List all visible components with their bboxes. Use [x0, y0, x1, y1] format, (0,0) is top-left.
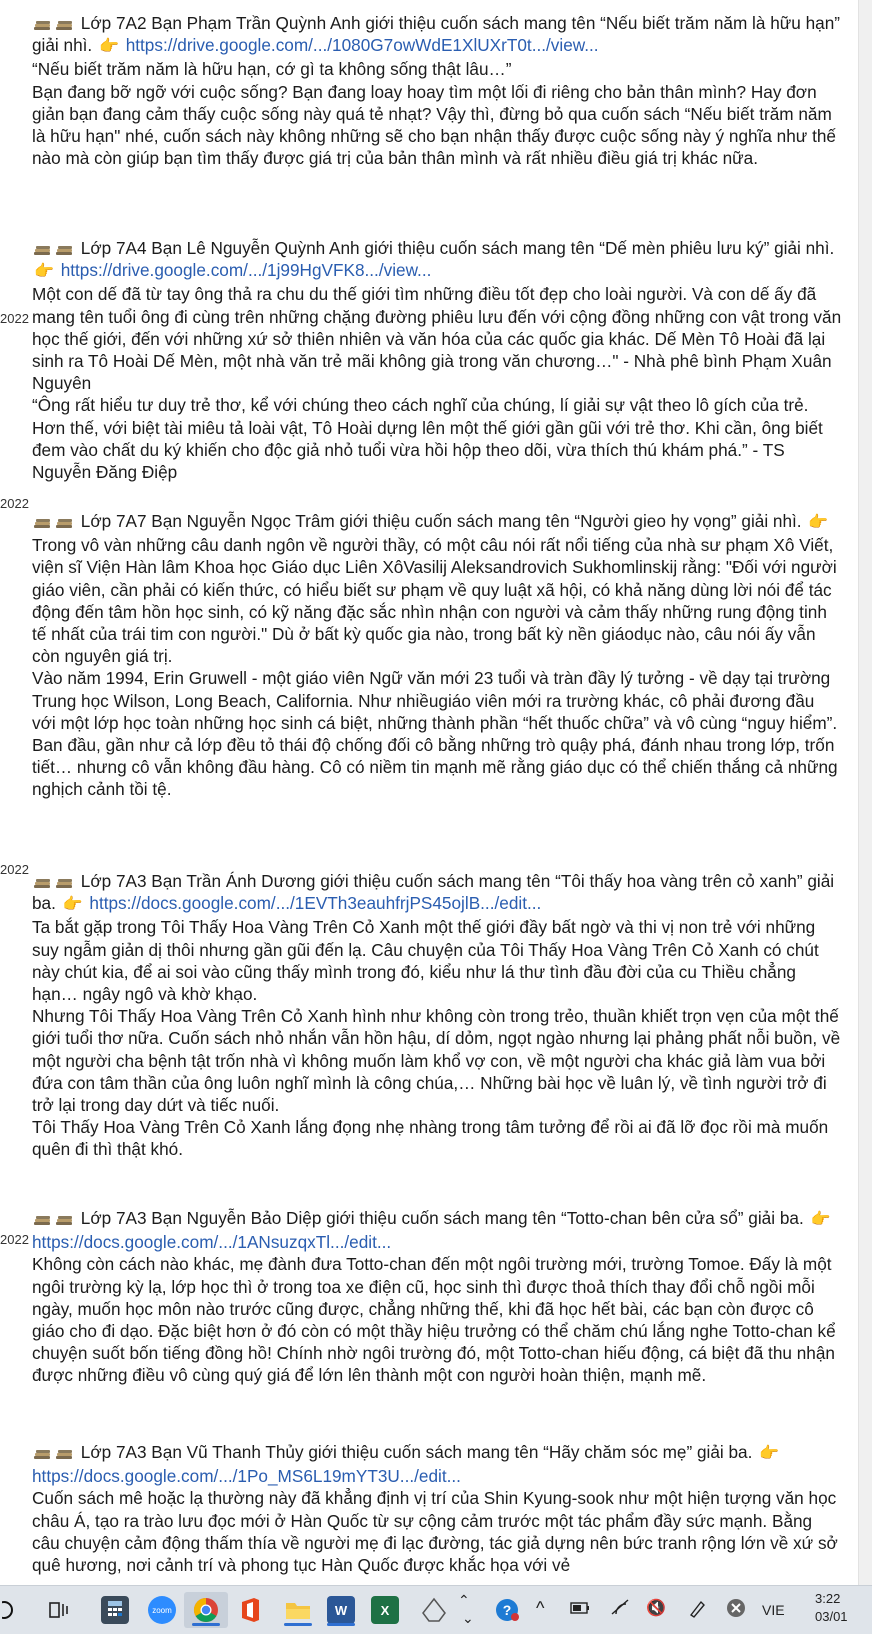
- gutter-year: 2022: [0, 311, 29, 326]
- post-paragraph: Vào năm 1994, Erin Gruwell - một giáo viên Ngữ văn mới 23 tuổi và tràn đầy lý tưởng - về dạy tại trường Trung học Wilson, Long Beach, California. Như nhiềugiáo viên mới ra trường khác, cô phải đương đầu với một lớp học toàn những học sinh cá biệt, những thành phần “hết thuốc chữa” và vô cùng “nguy hiểm”. Ban đầu, gần như cả lớp đều tỏ thái độ chống đối cô bằng những trò quậy phá, đánh nhau trong lớp, trốn tiết… nhưng cô vẫn không đầu hàng. Cô có niềm tin mạnh mẽ rằng giáo dục có thể chiến thắng cả những nghịch cảnh tồi tệ.: [32, 668, 838, 800]
- clock[interactable]: [815, 1590, 872, 1626]
- post: [32, 12, 842, 169]
- inkscape-icon[interactable]: [416, 1592, 452, 1628]
- pointing-hand-icon: 👉: [98, 38, 119, 56]
- books-icon: [34, 1447, 52, 1459]
- post-paragraph: “Nếu biết trăm năm là hữu hạn, cớ gì ta không sống thật lâu…”: [32, 59, 512, 80]
- post-paragraph: Tôi Thấy Hoa Vàng Trên Cỏ Xanh lắng đọng nhẹ nhàng trong tâm tưởng để rồi ai đã lỡ đọc rồi mà muốn quên đi thì thật khó.: [32, 1117, 829, 1160]
- books-icon: [34, 1213, 52, 1225]
- post-paragraph: Một con dế đã từ tay ông thả ra chu du thế giới tìm những điều tốt đẹp cho loài người. Và con dế ấy đã mang tên tuổi ông đi cùng trên những chặng đường phiêu lưu đến với cộng đồng những con vật trong văn học thế giới, đến với những xứ sở thiên nhiên và văn hóa của các quốc gia khác. Dế Mèn Tô Hoài đã lại sinh ra Tô Hoài Dế Mèn, một nhà văn trẻ mãi không già trong văn chương…" - Nhà phê bình Phạm Xuân Nguyên: [32, 284, 842, 394]
- chevron-down-icon[interactable]: ⌄: [462, 1610, 474, 1626]
- excel-icon[interactable]: X: [367, 1592, 403, 1628]
- svg-text:?: ?: [502, 1602, 512, 1618]
- post-paragraph: Bạn đang bỡ ngỡ với cuộc sống? Bạn đang loay hoay tìm một lối đi riêng cho bản thân mình? Hay đơn giản bạn đang cảm thấy cuộc sống này quá tẻ nhạt? Vậy thì, đừng bỏ qua cuốn sách “Nếu biết trăm năm là hữu hạn" nhé, cuốn sách này không những sẽ cho bạn nhận thấy được cuộc sống này ý nghĩa như thế nào mà còn giúp bạn tìm thấy được giá trị của bản thân mình và rất nhiều điều giá trị khác nữa.: [32, 81, 836, 169]
- post: [32, 510, 842, 801]
- clock-date: 03/01: [815, 1609, 848, 1624]
- post-title: Lớp 7A3 Bạn Trần Ánh Dương giới thiệu cuốn sách mang tên “Tôi thấy hoa vàng trên cỏ xanh” giải ba.: [32, 871, 835, 914]
- calculator-icon[interactable]: [97, 1592, 133, 1628]
- books-icon: [34, 516, 52, 528]
- books-icon: [34, 243, 52, 255]
- post-link[interactable]: https://docs.google.com/.../1EVTh3eauhfrjPS45ojlB.../edit...: [89, 893, 542, 914]
- close-circle-icon[interactable]: [726, 1598, 746, 1623]
- post-title: Lớp 7A7 Bạn Nguyễn Ngọc Trâm giới thiệu cuốn sách mang tên “Người gieo hy vọng” giải nhì.: [80, 511, 802, 531]
- books-icon: [56, 876, 74, 888]
- books-icon: [34, 18, 52, 30]
- post-paragraph: “Ông rất hiểu tư duy trẻ thơ, kể với chúng theo cách nghĩ của chúng, lí giải sự vật theo lô gích của trẻ. Hơn thế, với biệt tài miêu tả loài vật, Tô Hoài dựng lên một thế giới gần gũi với trẻ thơ. Khi cần, ông biết đem vào chất du ký khiến cho độc giả nhỏ tuổi vừa hồi hộp theo dõi, vừa thích thú khám phá.” - TS Nguyễn Đăng Điệp: [32, 395, 823, 483]
- post-paragraph: Trong vô vàn những câu danh ngôn về người thầy, có một câu nói rất nổi tiếng của nhà sư phạm Xô Viết, viện sĩ Viện Hàn lâm Khoa học Giáo dục Liên XôVasilij Aleksandrovich Sukhomlinskij rằng: "Đối với người giáo viên, cần phải có kiến thức, có hiểu biết sư phạm về quy luật xã hội, có khả năng dùng lời nói để tác động đến tâm hồn học sinh, có kỹ năng đặc sắc nhìn nhận con người và cảm thấy những rung động tinh tế nhất của trái tim con người." Dù ở bất kỳ quốc gia nào, trong bất kỳ nền giáodục nào, câu nói ấy vẫn còn nguyên giá trị.: [32, 535, 837, 667]
- language-indicator[interactable]: VIE: [762, 1602, 785, 1618]
- books-icon: [56, 243, 74, 255]
- post-header: [32, 1207, 842, 1253]
- taskbar: [0, 1585, 872, 1634]
- books-icon: [34, 876, 52, 888]
- wifi-icon[interactable]: [610, 1598, 630, 1621]
- post: [32, 870, 842, 1161]
- post-header: [32, 12, 842, 58]
- post-link[interactable]: https://docs.google.com/.../1ANsuzqxTl.../edit...: [32, 1232, 392, 1253]
- post-title: Lớp 7A2 Bạn Phạm Trần Quỳnh Anh giới thiệu cuốn sách mang tên “Nếu biết trăm năm là hữu hạn” giải nhì.: [32, 13, 841, 56]
- books-icon: [56, 1213, 74, 1225]
- pen-icon[interactable]: [688, 1598, 708, 1623]
- gutter-year: 2022: [0, 1232, 29, 1247]
- post-title: Lớp 7A4 Bạn Lê Nguyễn Quỳnh Anh giới thiệu cuốn sách mang tên “Dế mèn phiêu lưu ký” giải nhì.: [80, 238, 835, 258]
- post: [32, 237, 842, 483]
- post-header: [32, 1441, 842, 1487]
- books-icon: [56, 1447, 74, 1459]
- gutter-year: 2022: [0, 862, 29, 877]
- zoom-icon[interactable]: zoom: [144, 1592, 180, 1628]
- chevron-up-icon[interactable]: ⌃: [458, 1592, 470, 1608]
- pointing-hand-icon: 👉: [808, 514, 829, 531]
- battery-icon[interactable]: [570, 1598, 590, 1619]
- vertical-scrollbar[interactable]: [858, 0, 872, 1585]
- post-header: [32, 870, 842, 916]
- help-icon[interactable]: [492, 1592, 522, 1628]
- post-link[interactable]: https://drive.google.com/.../1j99HgVFK8.../view...: [60, 260, 432, 281]
- pointing-hand-icon: 👉: [759, 1445, 780, 1462]
- post-title: Lớp 7A3 Bạn Nguyễn Bảo Diệp giới thiệu cuốn sách mang tên “Totto-chan bên cửa sổ” giải ba.: [80, 1208, 804, 1228]
- post-paragraph: Cuốn sách mê hoặc lạ thường này đã khẳng định vị trí của Shin Kyung-sook như một hiện tượng văn học châu Á, tạo ra trào lưu đọc mới ở Hàn Quốc từ sự cộng cảm trước một tác phẩm đầy sức mạnh. Bằng câu chuyện cảm động thấm thía về người mẹ đi lạc đường, tác giả dựng nên bức tranh rộng lớn về xứ sở quê hương, nơi cảnh trí và phong tục Hàn Quốc được khắc họa với vẻ: [32, 1488, 838, 1576]
- post: [32, 1441, 842, 1576]
- speaker-muted-icon[interactable]: 🔇: [646, 1600, 666, 1617]
- post-header: [32, 237, 842, 283]
- post-paragraph: Nhưng Tôi Thấy Hoa Vàng Trên Cỏ Xanh hình như không còn trong trẻo, thuần khiết trọn vẹn của một thế giới tuổi thơ nữa. Cuốn sách nhỏ nhắn vẫn hồn hậu, dí dỏm, ngọt ngào nhưng lại phảng phất nỗi buồn, về một người cha bệnh tật trốn nhà vì không muốn làm khổ vợ con, về một người cha khác giả làm vua bởi đứa con tâm thần của ông luôn nghĩ mình là công chúa,… Những bài học về luân lý, về tình người trở đi trở lại trong day dứt và tiếc nuối.: [32, 1006, 841, 1116]
- post-paragraph: Ta bắt gặp trong Tôi Thấy Hoa Vàng Trên Cỏ Xanh một thế giới đầy bất ngờ và thi vị non trẻ với những suy ngẫm giản dị thôi nhưng gần gũi đến lạ. Câu chuyện của Tôi Thấy Hoa Vàng Trên Cỏ Xanh có chút này chút kia, để ai soi vào cũng thấy mình trong đó, kiểu như lá thư tình đầu đời của cu Thiều chẳng hạn… ngây ngô và khờ khạo.: [32, 917, 819, 1005]
- pointing-hand-icon: 👉: [62, 896, 83, 914]
- books-icon: [56, 18, 74, 30]
- pointing-hand-icon: 👉: [810, 1211, 831, 1228]
- post-link[interactable]: https://docs.google.com/.../1Po_MS6L19mYT3U.../edit...: [32, 1466, 461, 1487]
- post-title: Lớp 7A3 Bạn Vũ Thanh Thủy giới thiệu cuốn sách mang tên “Hãy chăm sóc mẹ” giải ba.: [80, 1442, 753, 1462]
- post: [32, 1207, 842, 1387]
- file-explorer-icon[interactable]: [280, 1592, 316, 1628]
- start-icon[interactable]: [0, 1592, 18, 1628]
- post-link[interactable]: https://drive.google.com/.../1080G7owWdE1XlUXrT0t.../view...: [125, 35, 599, 56]
- word-icon[interactable]: W: [323, 1592, 359, 1628]
- post-header: [32, 510, 842, 534]
- gutter-year: 2022: [0, 496, 29, 511]
- task-view-icon[interactable]: [40, 1592, 76, 1628]
- office-icon[interactable]: [232, 1592, 268, 1628]
- chrome-icon[interactable]: [184, 1592, 228, 1628]
- pointing-hand-icon: 👉: [34, 263, 54, 281]
- tray-expand-icon[interactable]: ^: [536, 1598, 545, 1618]
- chrome-logo: [192, 1596, 220, 1624]
- clock-time: 3:22: [815, 1591, 841, 1606]
- post-paragraph: Không còn cách nào khác, mẹ đành đưa Totto-chan đến một ngôi trường mới, trường Tomoe. Đấy là một ngôi trường kỳ lạ, lớp học thì ở trong toa xe điện cũ, học sinh thì được thoả thích thay đổi chỗ ngồi mỗi ngày, muốn học môn nào trước cũng được, chẳng những thế, khi đã học hết bài, các bạn còn được cô giáo cho đi dạo. Đặc biệt hơn ở đó còn có một thầy hiệu trưởng có thể chăm chú lắng nghe Totto-chan kể chuyện suốt bốn tiếng đồng hồ! Chính nhờ ngôi trường đó, một Totto-chan hiếu động, cá biệt đã thu nhận được những điều vô cùng quý giá để lớn lên thành một con người hoàn thiện, mạnh mẽ.: [32, 1254, 836, 1386]
- books-icon: [56, 516, 74, 528]
